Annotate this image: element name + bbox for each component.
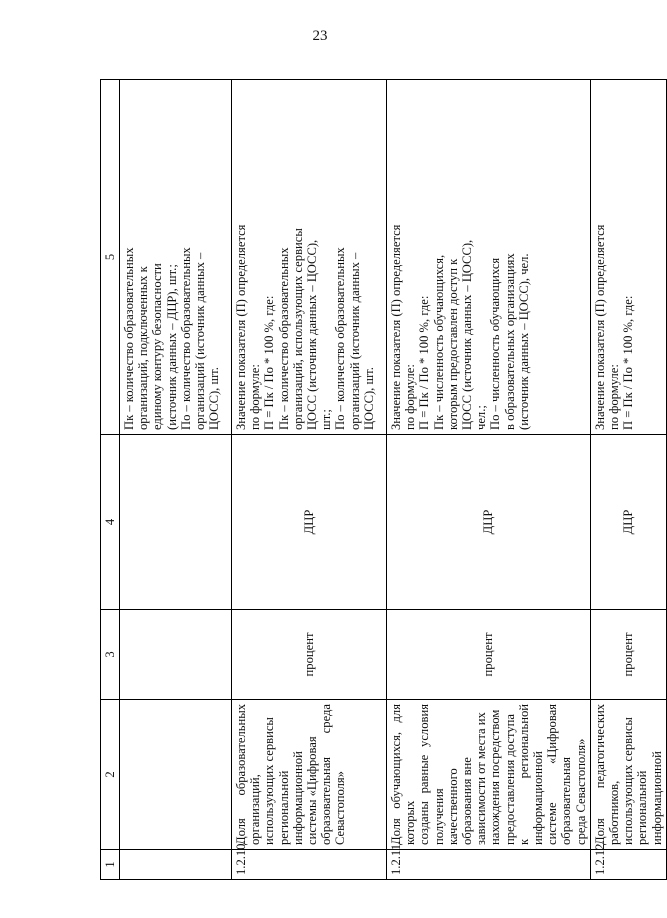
header-cell-5: 5: [101, 80, 120, 435]
table-row: [120, 80, 232, 880]
text-line: региональной информационной: [276, 751, 305, 845]
row-number: [120, 850, 232, 880]
text-line: Доля образовательных организаций,: [234, 704, 263, 845]
text-line: единому контуру безопасности: [150, 263, 165, 430]
text-line: По – численность обучающихся: [488, 257, 503, 430]
text-line: зависимости от места их: [474, 712, 489, 845]
table-row: [590, 80, 666, 880]
text-line: которым предоставлен доступ к: [445, 258, 460, 430]
unit-of-measure: процент: [232, 610, 387, 700]
header-cell-4: 4: [101, 435, 120, 610]
header-cell-2: 2: [101, 700, 120, 850]
text-line: П = Пк / По * 100 %, где:: [621, 295, 636, 430]
text-line: организаций, использующих сервисы: [290, 228, 305, 430]
text-line: ЦОСС (источник данных – ЦОСС),: [305, 239, 320, 430]
text-line: региональной информационной: [635, 751, 664, 845]
calculation-method: [387, 80, 591, 435]
text-line: среда Севастополя»: [573, 738, 588, 845]
header-cell-3: 3: [101, 610, 120, 700]
calculation-method: [120, 80, 232, 435]
text-line: ЦОСС), шт.: [361, 367, 376, 430]
unit-of-measure: процент: [590, 610, 666, 700]
text-line: Доля педагогических работников,: [592, 704, 622, 845]
text-line: организаций (источник данных –: [347, 252, 362, 430]
indicator-name: [590, 700, 666, 850]
text-line: (источник данных – ЦОСС), чел.: [516, 253, 531, 430]
text-line: Значение показателя (П) определяется: [592, 224, 607, 430]
row-number: 1.2.10.: [232, 850, 387, 880]
text-line: по формуле:: [248, 364, 263, 430]
text-line: Пк – количество образовательных: [122, 247, 136, 430]
unit-of-measure: [120, 610, 232, 700]
text-line: Пк – численность обучающихся,: [431, 254, 446, 430]
text-line: созданы равные условия получения: [417, 704, 446, 845]
calculation-method: [232, 80, 387, 435]
text-line: Доля обучающихся, для которых: [389, 704, 418, 845]
indicator-name: [120, 700, 232, 850]
text-line: в образовательных организациях: [502, 253, 517, 430]
text-line: использующих сервисы: [621, 717, 636, 845]
row-number: 1.2.11.: [387, 850, 591, 880]
text-line: системе «Цифровая образовательная: [545, 704, 574, 845]
text-line: качественного образования вне: [445, 757, 475, 845]
text-line: Пк – количество образовательных: [276, 247, 291, 430]
unit-of-measure: процент: [387, 610, 591, 700]
text-line: чел.;: [474, 405, 489, 430]
indicators-table: [100, 79, 667, 880]
text-line: предоставления доступа: [502, 714, 517, 845]
text-line: нахождения посредством: [488, 709, 503, 845]
text-line: по формуле:: [607, 364, 622, 430]
text-line: к региональной информационной: [516, 704, 546, 845]
calculation-method: [590, 80, 666, 435]
header-row: [101, 80, 120, 880]
text-line: По – количество образовательных: [333, 247, 348, 430]
data-source: ДЦР: [590, 435, 666, 610]
text-line: По – количество образовательных: [178, 247, 193, 430]
text-line: Значение показателя (П) определяется: [389, 224, 403, 430]
text-line: по формуле:: [403, 364, 418, 430]
text-line: использующих сервисы: [262, 717, 277, 845]
text-line: организаций, подключенных к: [136, 266, 151, 430]
page-number: 23: [312, 28, 328, 44]
data-source: [120, 435, 232, 610]
text-line: организаций (источник данных –: [193, 252, 208, 430]
text-line: системы «Цифровая: [305, 736, 320, 845]
text-line: шт.;: [319, 409, 334, 430]
text-line: П = Пк / По * 100 %, где:: [262, 295, 277, 430]
row-number: 1.2.12.: [590, 850, 666, 880]
text-line: Значение показателя (П) определяется: [234, 224, 248, 430]
text-line: ЦОСС), шт.: [207, 367, 222, 430]
text-line: ЦОСС (источник данных – ЦОСС),: [460, 239, 475, 430]
data-source: ДЦР: [232, 435, 387, 610]
text-line: П = Пк / По * 100 %, где:: [417, 295, 432, 430]
indicator-name: [232, 700, 387, 850]
table-row: [232, 80, 387, 880]
text-line: образовательная среда Севастополя»: [319, 704, 348, 845]
text-line: (источник данных – ДЦР), шт.;: [164, 264, 179, 430]
table-row: [387, 80, 591, 880]
indicator-name: [387, 700, 591, 850]
header-cell-1: 1: [101, 850, 120, 880]
rotated-table-container: [100, 80, 664, 880]
data-source: ДЦР: [387, 435, 591, 610]
